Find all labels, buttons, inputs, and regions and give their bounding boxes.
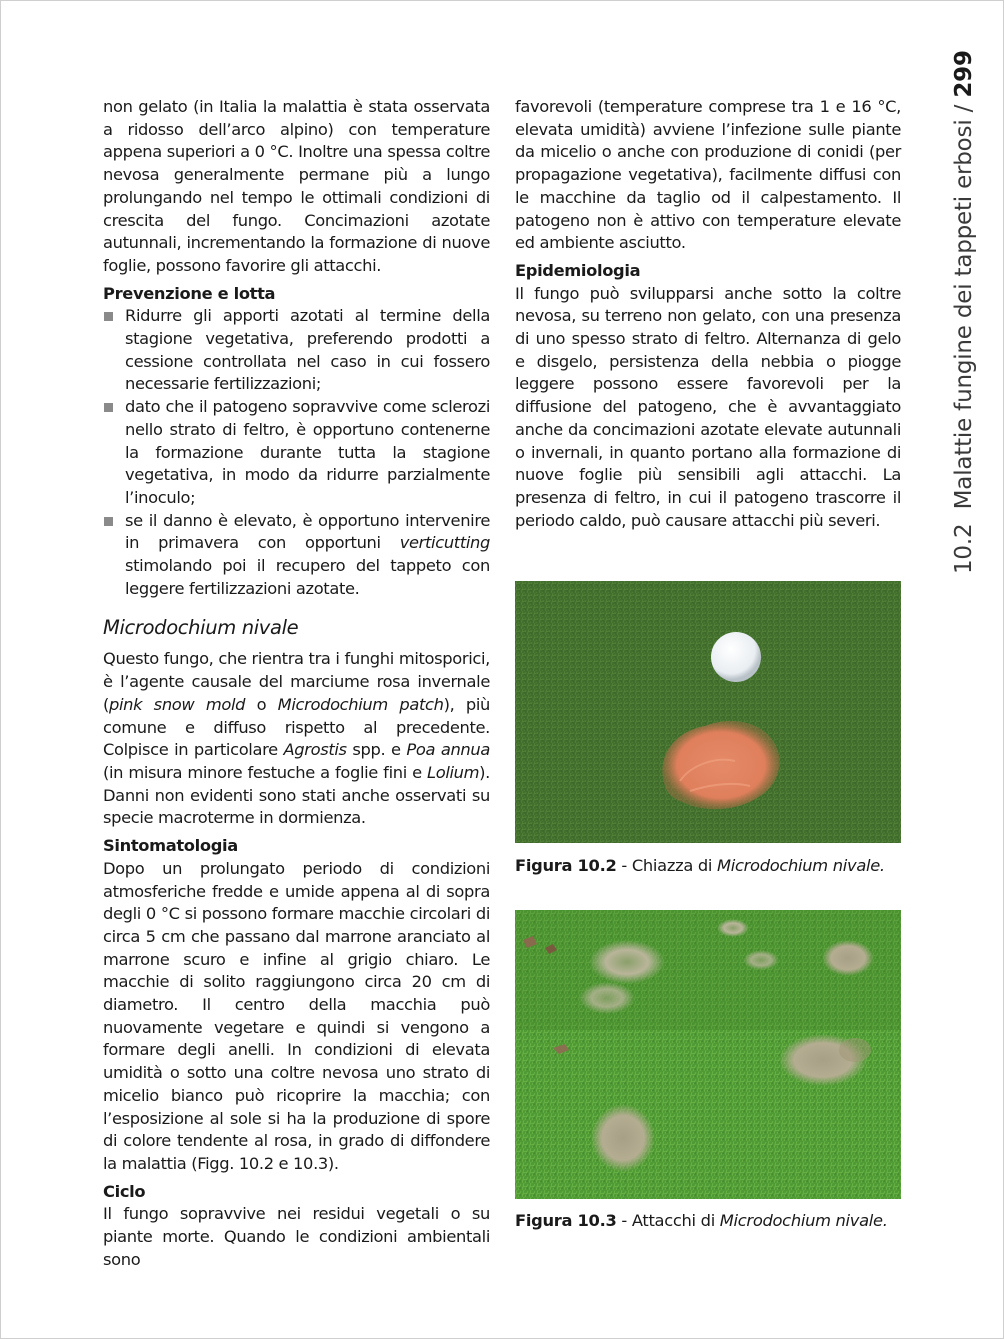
italic-term: Lolium [427,762,480,782]
species-paragraph [103,648,490,830]
list-item [103,510,490,601]
list-item-text: dato che il patogeno sopravvive come sclerozi nello strato di feltro, è opportuno contenerne la formazione durante tutta la stagione vegetativa, in modo da ridurre parzialmente l’inoculo; [125,397,490,507]
italic-term: verticutting [399,533,490,553]
square-bullet-icon [104,312,113,321]
italic-term: Agrostis [283,740,347,760]
caption-italic: Microdochium nivale. [717,856,885,875]
gray-patch [589,940,665,984]
epidemiology-heading: Epidemiologia [515,260,641,280]
gray-patch [717,919,749,937]
square-bullet-icon [104,517,113,526]
list-item-text: se il danno è elevato, è opportuno intervenire in primavera con opportuni [125,510,490,553]
gray-patch [579,982,635,1014]
left-column [103,96,490,1271]
figure-10-2-caption [515,855,915,877]
section-number: 10.2 [951,523,977,574]
list-item [103,305,490,396]
running-header [952,50,976,574]
turf-attacks-photo [515,910,901,1199]
continuation-paragraph: favorevoli (temperature comprese tra 1 e 16 °C, elevata umidità) avviene l’infezione sulle piante da micelio o anche con produzione di conidi (per propagazione vegetativa), facilmente diffusi con le macchine da taglio od il calpestamento. Il patogeno non è attivo con temperature elevate ed ambiente asciutto. [515,97,901,253]
figure-10-3-caption [515,1210,915,1232]
text-run: (in misura minore festuche a foglie fini e [103,762,427,782]
gray-patch [743,950,779,970]
cycle-paragraph: Il fungo sopravvive nei residui vegetali o su piante morte. Quando le condizioni ambientali sono [103,1204,490,1269]
prevention-heading: Prevenzione e lotta [103,283,276,303]
caption-text: - Chiazza di [616,856,718,875]
text-run: ). Danni non evidenti sono stati anche osservati su specie macroterme in dormienza. [103,762,490,828]
caption-italic: Microdochium nivale. [719,1211,888,1230]
golf-ball [711,632,761,682]
gray-patch [822,940,874,976]
cycle-heading: Ciclo [103,1181,146,1201]
figure-10-3-photo [515,910,901,1199]
figure-label: Figura 10.3 [515,1211,617,1230]
italic-term: pink snow mold [109,694,246,714]
text-run: o [245,694,278,714]
gray-patch [591,1104,655,1172]
text-run: spp. e [346,740,407,760]
symptoms-paragraph: Dopo un prolungato periodo di condizioni atmosferiche fredde e umide appena al di sopra degli 0 °C si possono formare macchie circolari di circa 5 cm che passano dal marrone aranciato al marrone scuro e infine al grigio chiaro. Le macchie di solito raggiungono circa 20 cm di diametro. Il centro della macchia può nuovamente vegetare e quindi si vengono a formare degli anelli. In condizioni di elevata umidità o sotto una coltre nevosa uno strato di micelio bianco può ricoprire la macchia; con l’esposizione al sole si ha la produzione di spore di colore tendente al rosa, in grado di diffondere la malattia (Figg. 10.2 e 10.3). [103,858,490,1173]
species-title: Microdochium nivale [103,616,299,640]
list-item-text: stimolando poi il recupero del tappeto con leggere fertilizzazioni azotate. [125,556,490,598]
list-item [103,396,490,510]
text-run: ), più comune e diffuso rispetto al precedente. Colpisce in particolare [103,694,491,760]
caption-text: - Attacchi di [616,1211,720,1230]
right-column [515,96,901,532]
epidemiology-paragraph: Il fungo può svilupparsi anche sotto la coltre nevosa, su terreno non gelato, con una presenza di uno spesso strato di feltro. Alternanza di gelo e disgelo, persistenza della nebbia o piogge leggere possono essere favorevoli per la diffusione del patogeno, che è avvantaggiato anche da concimazioni azotate elevate autunnali o invernali, in quanto portano alla formazione di nuove foglie più sensibili agli attacchi. La presenza di feltro, in cui il patogeno trascorre il periodo caldo, può causare attacchi più severi. [515,283,901,530]
page-number: 299 [951,50,977,98]
figure-label: Figura 10.2 [515,856,617,875]
text-run: Questo fungo, che rientra tra i funghi mitosporici, è l’agente causale del marciume rosa invernale ( [103,649,490,714]
italic-term: Microdochium patch [277,694,444,714]
symptoms-heading: Sintomatologia [103,836,238,856]
figure-10-2-photo [515,581,901,843]
section-title: Malattie fungine dei tappeti erbosi [951,119,977,510]
header-separator: / [951,104,977,113]
turf-patch-photo [515,581,901,843]
prevention-list [103,305,490,600]
square-bullet-icon [104,403,113,412]
italic-term: Poa annua [406,740,490,760]
intro-paragraph: non gelato (in Italia la malattia è stata osservata a ridosso dell’arco alpino) con temperature appena superiori a 0 °C. Inoltre una spessa coltre nevosa generalmente permane più a lungo prolungando nel tempo le ottimali condizioni di crescita del fungo. Concimazioni azotate autunnali, incrementando la formazione di nuove foglie, possono favorire gli attacchi. [103,97,490,275]
list-item-text: Ridurre gli apporti azotati al termine della stagione vegetativa, preferendo prodotti a cessione controllata nel caso in cui fossero necessarie fertilizzazioni; [125,306,490,394]
